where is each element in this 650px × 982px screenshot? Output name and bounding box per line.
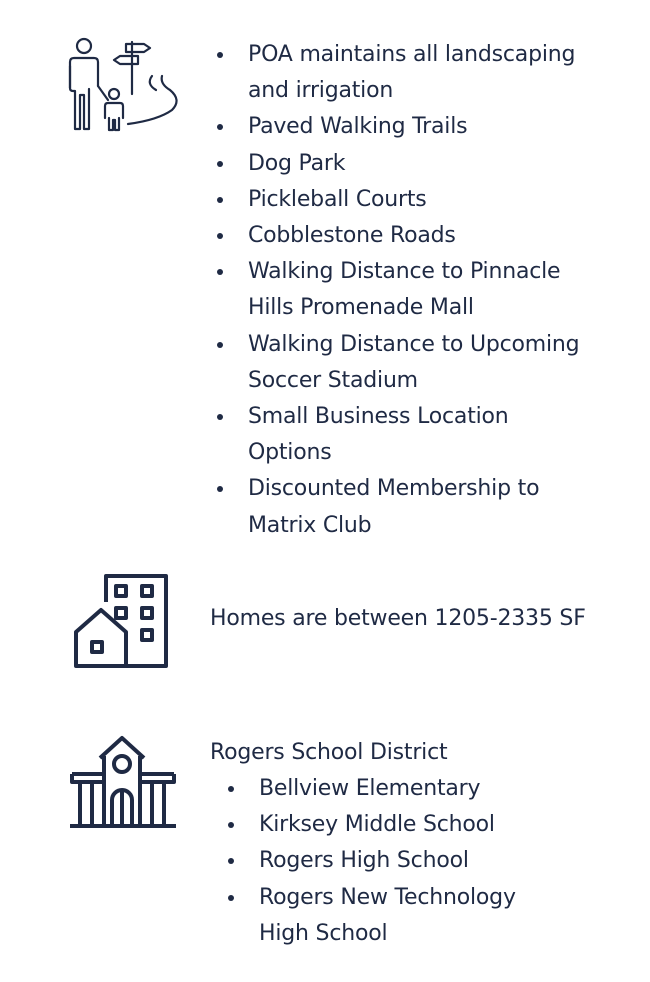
amenity-item: Discounted Membership to Matrix Club [210, 471, 579, 543]
amenity-item: Walking Distance to Pinnacle Hills Promenade Mall [210, 254, 579, 326]
amenity-item: Cobblestone Roads [210, 218, 579, 254]
amenity-item: Paved Walking Trails [210, 109, 579, 145]
school-item: Bellview Elementary [221, 771, 516, 807]
amenity-item: Small Business Location Options [210, 399, 579, 471]
amenity-item: Walking Distance to Upcoming Soccer Stadium [210, 327, 579, 399]
school-building-icon [68, 734, 178, 830]
amenity-item: Pickleball Courts [210, 182, 579, 218]
amenity-item: Dog Park [210, 146, 579, 182]
walking-trail-icon [62, 36, 184, 136]
school-item: Kirksey Middle School [221, 807, 516, 843]
homes-size-text: Homes are between 1205-2335 SF [210, 606, 586, 631]
amenity-item: POA maintains all landscaping and irrigation [210, 37, 579, 109]
buildings-icon [72, 572, 170, 670]
school-district-title: Rogers School District [210, 740, 448, 765]
school-item: Rogers High School [221, 843, 516, 879]
schools-list [221, 771, 516, 952]
school-item: Rogers New Technology High School [221, 880, 516, 952]
amenities-list [210, 37, 579, 544]
